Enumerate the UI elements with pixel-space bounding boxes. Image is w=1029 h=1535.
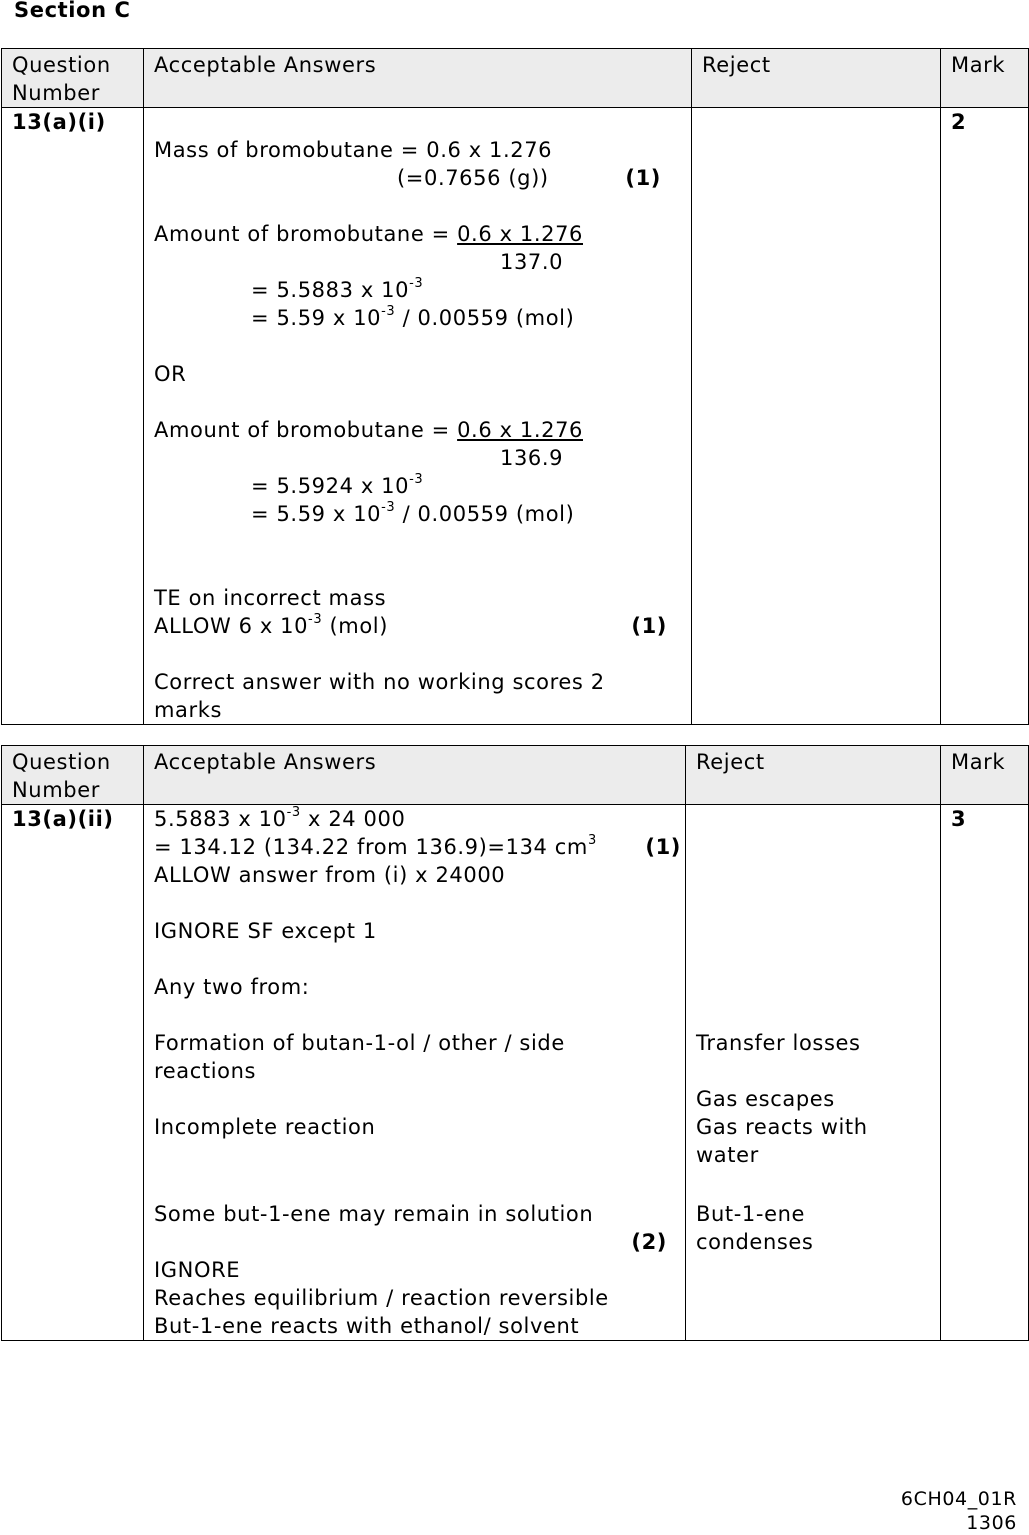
acceptable-answers-cell [144, 805, 686, 1341]
answer-line: = 5.5924 x 10 [251, 474, 410, 498]
answer-line: (=0.7656 (g)) [397, 166, 549, 190]
answer-line: Any two from: [154, 975, 310, 999]
table-row [2, 805, 1029, 1341]
answer-line: / 0.00559 (mol) [395, 306, 575, 330]
exponent: -3 [286, 805, 301, 820]
exponent: -3 [381, 304, 396, 319]
answer-line: 5.5883 x 10 [154, 807, 287, 831]
reject-line: condenses [696, 1230, 814, 1254]
section-title: Section C [14, 0, 131, 22]
header-question-line1: Question [12, 750, 111, 774]
paper-code: 6CH04_01R [900, 1488, 1017, 1510]
answer-line: = 5.59 x 10 [251, 306, 382, 330]
reject-line: water [696, 1143, 759, 1167]
answer-line: Correct answer with no working scores 2 [154, 670, 605, 694]
header-reject: Reject [692, 49, 941, 108]
answer-line: x 24 000 [300, 807, 406, 831]
header-question-line2: Number [12, 81, 100, 105]
fraction-numerator: 0.6 x 1.276 [457, 222, 583, 246]
answer-line: TE on incorrect mass [154, 586, 387, 610]
mark-scheme-table-1 [1, 48, 1029, 725]
answer-line: (mol) [322, 614, 389, 638]
header-question-line2: Number [12, 778, 100, 802]
acceptable-answers-cell [144, 108, 692, 725]
table-header-row [2, 746, 1029, 805]
header-mark: Mark [941, 746, 1029, 805]
header-acceptable-answers: Acceptable Answers [144, 746, 686, 805]
mark-allocation: (1) [645, 835, 681, 859]
exponent: 3 [588, 833, 597, 848]
mark-value: 3 [951, 807, 967, 831]
header-question-number [2, 746, 144, 805]
answer-line: Amount of bromobutane = [154, 418, 458, 442]
header-mark: Mark [941, 49, 1029, 108]
answer-line: Mass of bromobutane = 0.6 x 1.276 [154, 138, 553, 162]
answer-line: Some but-1-ene may remain in solution [154, 1202, 594, 1226]
answer-line: But-1-ene reacts with ethanol/ solvent [154, 1314, 580, 1338]
answer-line: reactions [154, 1059, 257, 1083]
exponent: -3 [381, 500, 396, 515]
answer-line: = 134.12 (134.22 from 136.9)=134 cm [154, 835, 588, 859]
question-number: 13(a)(i) [12, 110, 106, 134]
exponent: -3 [409, 276, 424, 291]
answer-line: = 5.5883 x 10 [251, 278, 410, 302]
exponent: -3 [409, 472, 424, 487]
answer-line: / 0.00559 (mol) [395, 502, 575, 526]
answer-line: Reaches equilibrium / reaction reversible [154, 1286, 609, 1310]
mark-allocation: (2) [631, 1230, 667, 1254]
exponent: -3 [308, 612, 323, 627]
answer-line: IGNORE [154, 1258, 241, 1282]
fraction-numerator: 0.6 x 1.276 [457, 418, 583, 442]
table-row [2, 108, 1029, 725]
page-footer [901, 1487, 1017, 1535]
or-text: OR [154, 362, 187, 386]
mark-allocation: (1) [631, 614, 667, 638]
header-reject: Reject [686, 746, 941, 805]
mark-scheme-table-2 [1, 745, 1029, 1341]
reject-cell [686, 805, 941, 1341]
mark-allocation: (1) [625, 166, 661, 190]
answer-line: marks [154, 698, 223, 722]
reject-cell [692, 108, 941, 725]
question-number: 13(a)(ii) [12, 807, 114, 831]
answer-line: Amount of bromobutane = [154, 222, 458, 246]
session-code: 1306 [966, 1512, 1017, 1534]
reject-line: Gas escapes [696, 1087, 835, 1111]
answer-line: Incomplete reaction [154, 1115, 376, 1139]
reject-line: Transfer losses [696, 1031, 861, 1055]
answer-line: ALLOW answer from (i) x 24000 [154, 863, 506, 887]
answer-line: ALLOW 6 x 10 [154, 614, 309, 638]
header-question-line1: Question [12, 53, 111, 77]
fraction-denominator: 137.0 [500, 250, 564, 274]
answer-line: IGNORE SF except 1 [154, 919, 377, 943]
header-question-number [2, 49, 144, 108]
answer-line: = 5.59 x 10 [251, 502, 382, 526]
reject-line: But-1-ene [696, 1202, 806, 1226]
reject-line: Gas reacts with [696, 1115, 868, 1139]
fraction-denominator: 136.9 [500, 446, 564, 470]
table-header-row [2, 49, 1029, 108]
answer-line: Formation of butan-1-ol / other / side [154, 1031, 565, 1055]
mark-value: 2 [951, 110, 967, 134]
header-acceptable-answers: Acceptable Answers [144, 49, 692, 108]
